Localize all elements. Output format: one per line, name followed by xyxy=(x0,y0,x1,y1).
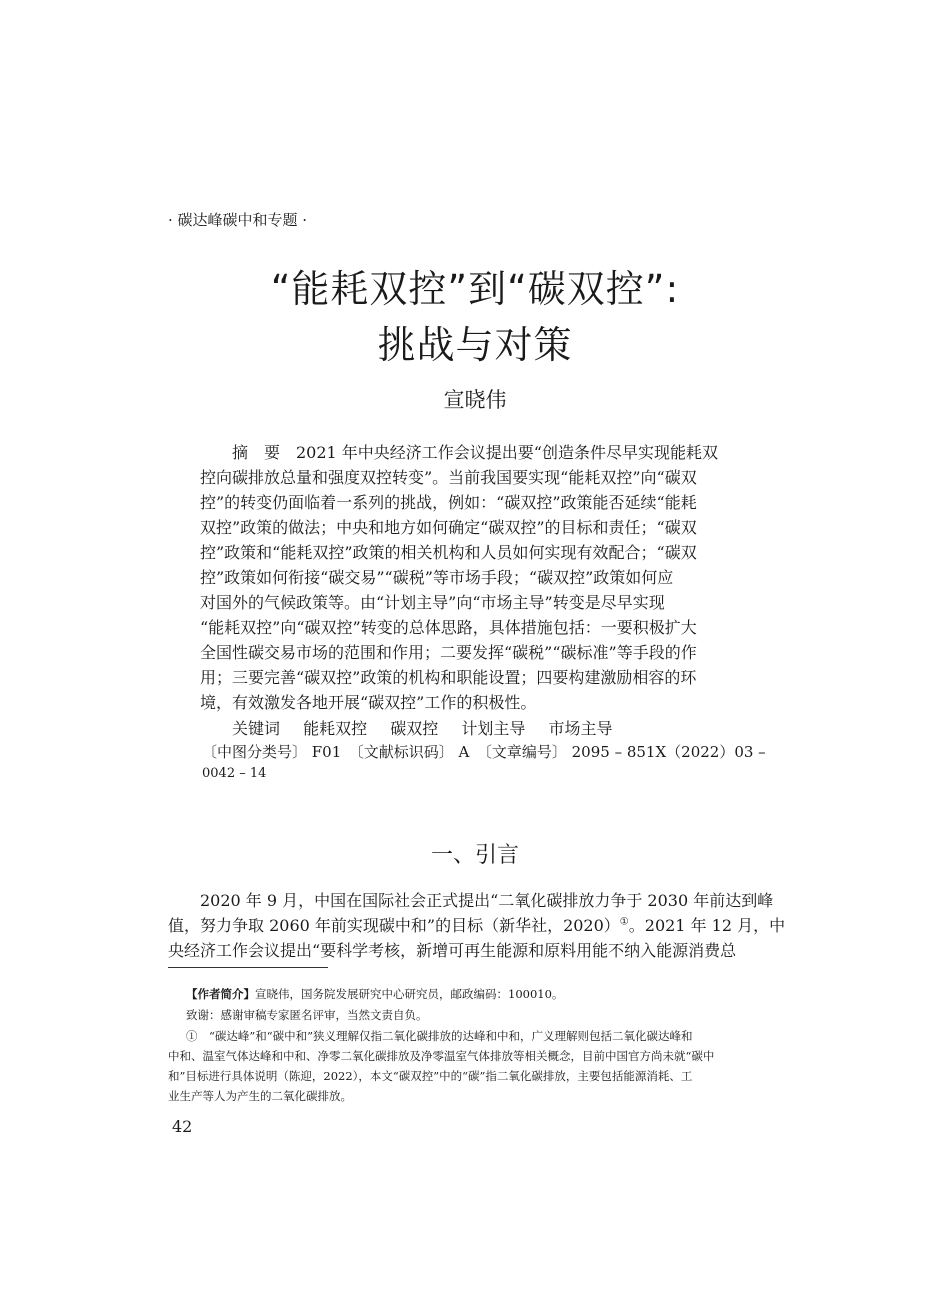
footnote-line: 和”目标进行具体说明（陈迎，2022），本文“碳双控”中的“碳”指二氧化碳排放，主要包括能源消耗、工 xyxy=(168,1069,693,1083)
abstract-line: 全国性碳交易市场的范围和作用；二要发挥“碳税”“碳标准”等手段的作 xyxy=(200,643,697,662)
footnote-thanks: 致谢：感谢审稿专家匿名评审，当然文责自负。 xyxy=(186,1008,428,1022)
abstract-line: 控”的转变仍面临着一系列的挑战，例如：“碳双控”政策能否延续“能耗 xyxy=(200,493,697,512)
abstract-line: 用；三要完善“碳双控”政策的机构和职能设置；四要构建激励相容的环 xyxy=(200,668,697,687)
author-name: 宣晓伟 xyxy=(443,388,507,412)
body-text: 。2021 年 12 月，中 xyxy=(628,916,786,935)
footnote-divider xyxy=(168,967,328,968)
abstract-line: “能耗双控”向“碳双控”转变的总体思路，具体措施包括：一要积极扩大 xyxy=(200,618,697,637)
abstract-line: 控”政策如何衔接“碳交易”“碳税”等市场手段；“碳双控”政策如何应 xyxy=(200,568,674,587)
body-text: 值，努力争取 2060 年前实现碳中和”的目标（新华社，2020） xyxy=(168,916,620,935)
abstract-line: 控”政策和“能耗双控”政策的相关机构和人员如何实现有效配合；“碳双 xyxy=(200,543,697,562)
keyword: 碳双控 xyxy=(390,719,439,738)
body-line xyxy=(168,913,785,936)
abstract-line: 双控”政策的做法；中央和地方如何确定“碳双控”的目标和责任；“碳双 xyxy=(200,518,697,537)
footnote-line: 业生产等人为产生的二氧化碳排放。 xyxy=(168,1089,352,1103)
footnote-line: ① “碳达峰”和“碳中和”狭义理解仅指二氧化碳排放的达峰和中和，广义理解则包括二氧化碳达峰和 xyxy=(186,1029,693,1043)
section-heading: 一、引言 xyxy=(430,843,519,868)
keywords-label: 关键词 xyxy=(232,719,281,738)
keyword: 市场主导 xyxy=(548,719,613,738)
body-line: 2020 年 9 月，中国在国际社会正式提出“二氧化碳排放力争于 2030 年前达到峰 xyxy=(200,891,774,910)
abstract-line: 控向碳排放总量和强度双控转变”。当前我国要实现“能耗双控”向“碳双 xyxy=(200,468,697,487)
keyword: 能耗双控 xyxy=(303,719,368,738)
footnote-line: 中和、温室气体达峰和中和、净零二氧化碳排放及净零温室气体排放等相关概念，目前中国官方尚未就“碳中 xyxy=(168,1049,715,1063)
abstract-line: 对国外的气候政策等。由“计划主导”向“市场主导”转变是尽早实现 xyxy=(200,593,665,612)
footnote-author xyxy=(186,986,563,1002)
abstract-line: 境，有效激发各地开展“碳双控”工作的积极性。 xyxy=(200,693,537,712)
page-number: 42 xyxy=(172,1117,193,1136)
footnote-author-label: 【作者简介】 xyxy=(186,987,255,1001)
footnote-author-text: 宣晓伟，国务院发展研究中心研究员，邮政编码：100010。 xyxy=(255,987,564,1001)
body-line: 央经济工作会议提出“要科学考核，新增可再生能源和原料用能不纳入能源消费总 xyxy=(168,941,737,960)
classification-line: 0042 – 14 xyxy=(202,766,267,781)
keyword: 计划主导 xyxy=(461,719,526,738)
article-title-line-1: “能耗双控”到“碳双控”: xyxy=(270,267,680,311)
footnote-ref[interactable]: ① xyxy=(619,916,629,928)
article-title-line-2: 挑战与对策 xyxy=(377,323,573,367)
abstract-line: 摘 要 2021 年中央经济工作会议提出要“创造条件尽早实现能耗双 xyxy=(232,443,718,462)
classification-line: 〔中图分类号〕 F01 〔文献标识码〕 A 〔文章编号〕 2095 – 851X（2022）03 – xyxy=(202,743,766,761)
section-tag: · 碳达峰碳中和专题 · xyxy=(168,211,308,229)
keywords xyxy=(232,716,630,739)
